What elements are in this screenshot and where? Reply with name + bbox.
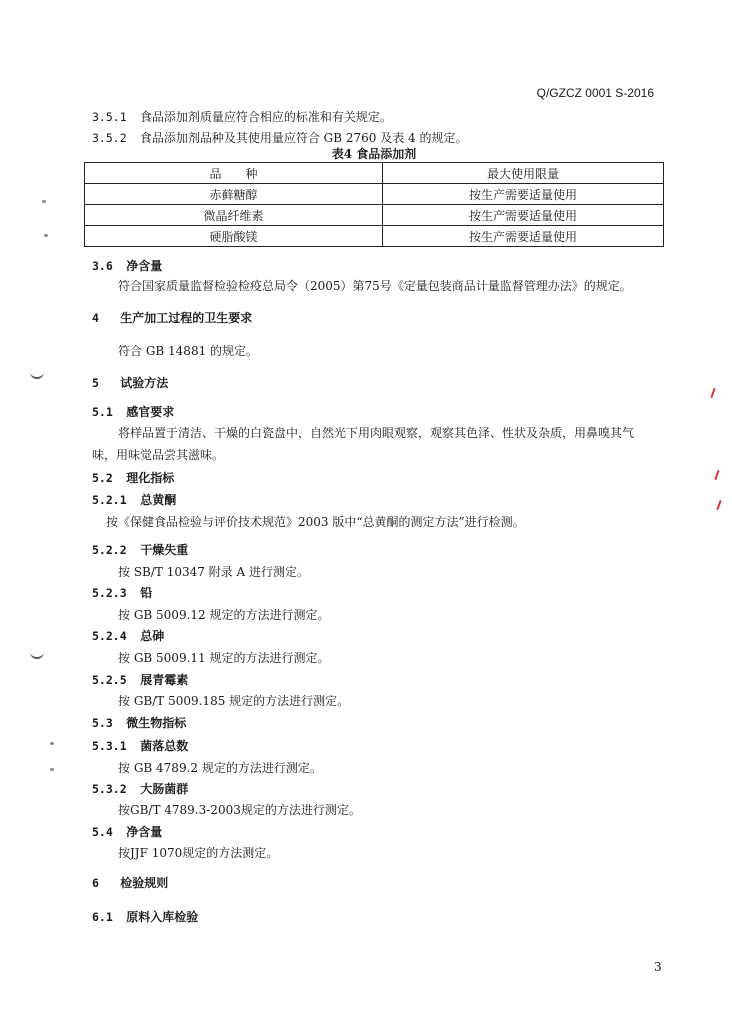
heading-5-3-2: 5.3.2 大肠菌群 [92, 782, 189, 796]
table-cell: 赤藓糖醇 [85, 184, 383, 205]
table-caption: 表4 食品添加剂 [331, 147, 417, 161]
heading-5-2-3: 5.2.3 铅 [92, 586, 153, 600]
scan-speck [50, 742, 54, 745]
heading-6: 6 检验规则 [92, 876, 169, 890]
body-5-3-1: 按 GB 4789.2 规定的方法进行测定。 [118, 761, 322, 775]
heading-5-2-2: 5.2.2 干燥失重 [92, 543, 189, 557]
table-row [85, 205, 664, 226]
table-row [85, 226, 664, 247]
heading-5-2: 5.2 理化指标 [92, 471, 175, 485]
body-4: 符合 GB 14881 的规定。 [118, 344, 259, 358]
table-header-cell: 品 种 [85, 163, 383, 184]
red-ink-mark [716, 500, 721, 510]
heading-5-3-1: 5.3.1 菌落总数 [92, 739, 189, 753]
clause-3-5-1: 3.5.1 食品添加剂质量应符合相应的标准和有关规定。 [92, 110, 392, 124]
table-cell: 按生产需要适量使用 [383, 226, 664, 247]
heading-5: 5 试验方法 [92, 376, 169, 390]
body-5-2-4: 按 GB 5009.11 规定的方法进行测定。 [118, 651, 330, 665]
heading-5-3: 5.3 微生物指标 [92, 716, 187, 730]
heading-5-2-5: 5.2.5 展青霉素 [92, 673, 189, 687]
red-ink-mark [714, 470, 719, 480]
heading-5-2-1: 5.2.1 总黄酮 [92, 493, 177, 507]
table-cell: 硬脂酸镁 [85, 226, 383, 247]
table-cell: 按生产需要适量使用 [383, 205, 664, 226]
table-row [85, 184, 664, 205]
body-5-1-line2: 味，用味觉品尝其滋味。 [92, 448, 225, 462]
standard-code: Q/GZCZ 0001 S-2016 [536, 86, 654, 100]
body-5-2-3: 按 GB 5009.12 规定的方法进行测定。 [118, 608, 330, 622]
heading-5-2-4: 5.2.4 总砷 [92, 629, 165, 643]
heading-6-1: 6.1 原料入库检验 [92, 910, 199, 924]
additives-table [84, 162, 664, 247]
table-header-row [85, 163, 664, 184]
scan-speck [50, 768, 54, 771]
red-ink-mark [710, 388, 715, 398]
table-cell: 按生产需要适量使用 [383, 184, 664, 205]
scan-speck [42, 200, 46, 203]
body-5-1-line1: 将样品置于清洁、干燥的白瓷盘中，自然光下用肉眼观察，观察其色泽、性状及杂质，用鼻嗅其气 [118, 426, 635, 440]
page-number: 3 [654, 960, 662, 974]
heading-4: 4 生产加工过程的卫生要求 [92, 311, 253, 325]
heading-5-4: 5.4 净含量 [92, 825, 163, 839]
clause-3-5-2: 3.5.2 食品添加剂品种及其使用量应符合 GB 2760 及表 4 的规定。 [92, 131, 468, 145]
body-5-4: 按JJF 1070规定的方法测定。 [118, 846, 279, 860]
binder-hole-mark [30, 648, 44, 659]
body-5-2-1: 按《保健食品检验与评价技术规范》2003 版中“总黄酮的测定方法”进行检测。 [106, 515, 525, 529]
scan-speck [44, 234, 48, 237]
body-5-3-2: 按GB/T 4789.3-2003规定的方法进行测定。 [118, 803, 361, 817]
binder-hole-mark [30, 368, 44, 379]
body-5-2-5: 按 GB/T 5009.185 规定的方法进行测定。 [118, 694, 350, 708]
body-5-2-2: 按 SB/T 10347 附录 A 进行测定。 [118, 565, 309, 579]
heading-3-6: 3.6 净含量 [92, 259, 163, 273]
table-cell: 微晶纤维素 [85, 205, 383, 226]
body-3-6: 符合国家质量监督检验检疫总局令（2005）第75号《定量包装商品计量监督管理办法》的规定。 [118, 279, 632, 293]
heading-5-1: 5.1 感官要求 [92, 405, 175, 419]
table-header-cell: 最大使用限量 [383, 163, 664, 184]
